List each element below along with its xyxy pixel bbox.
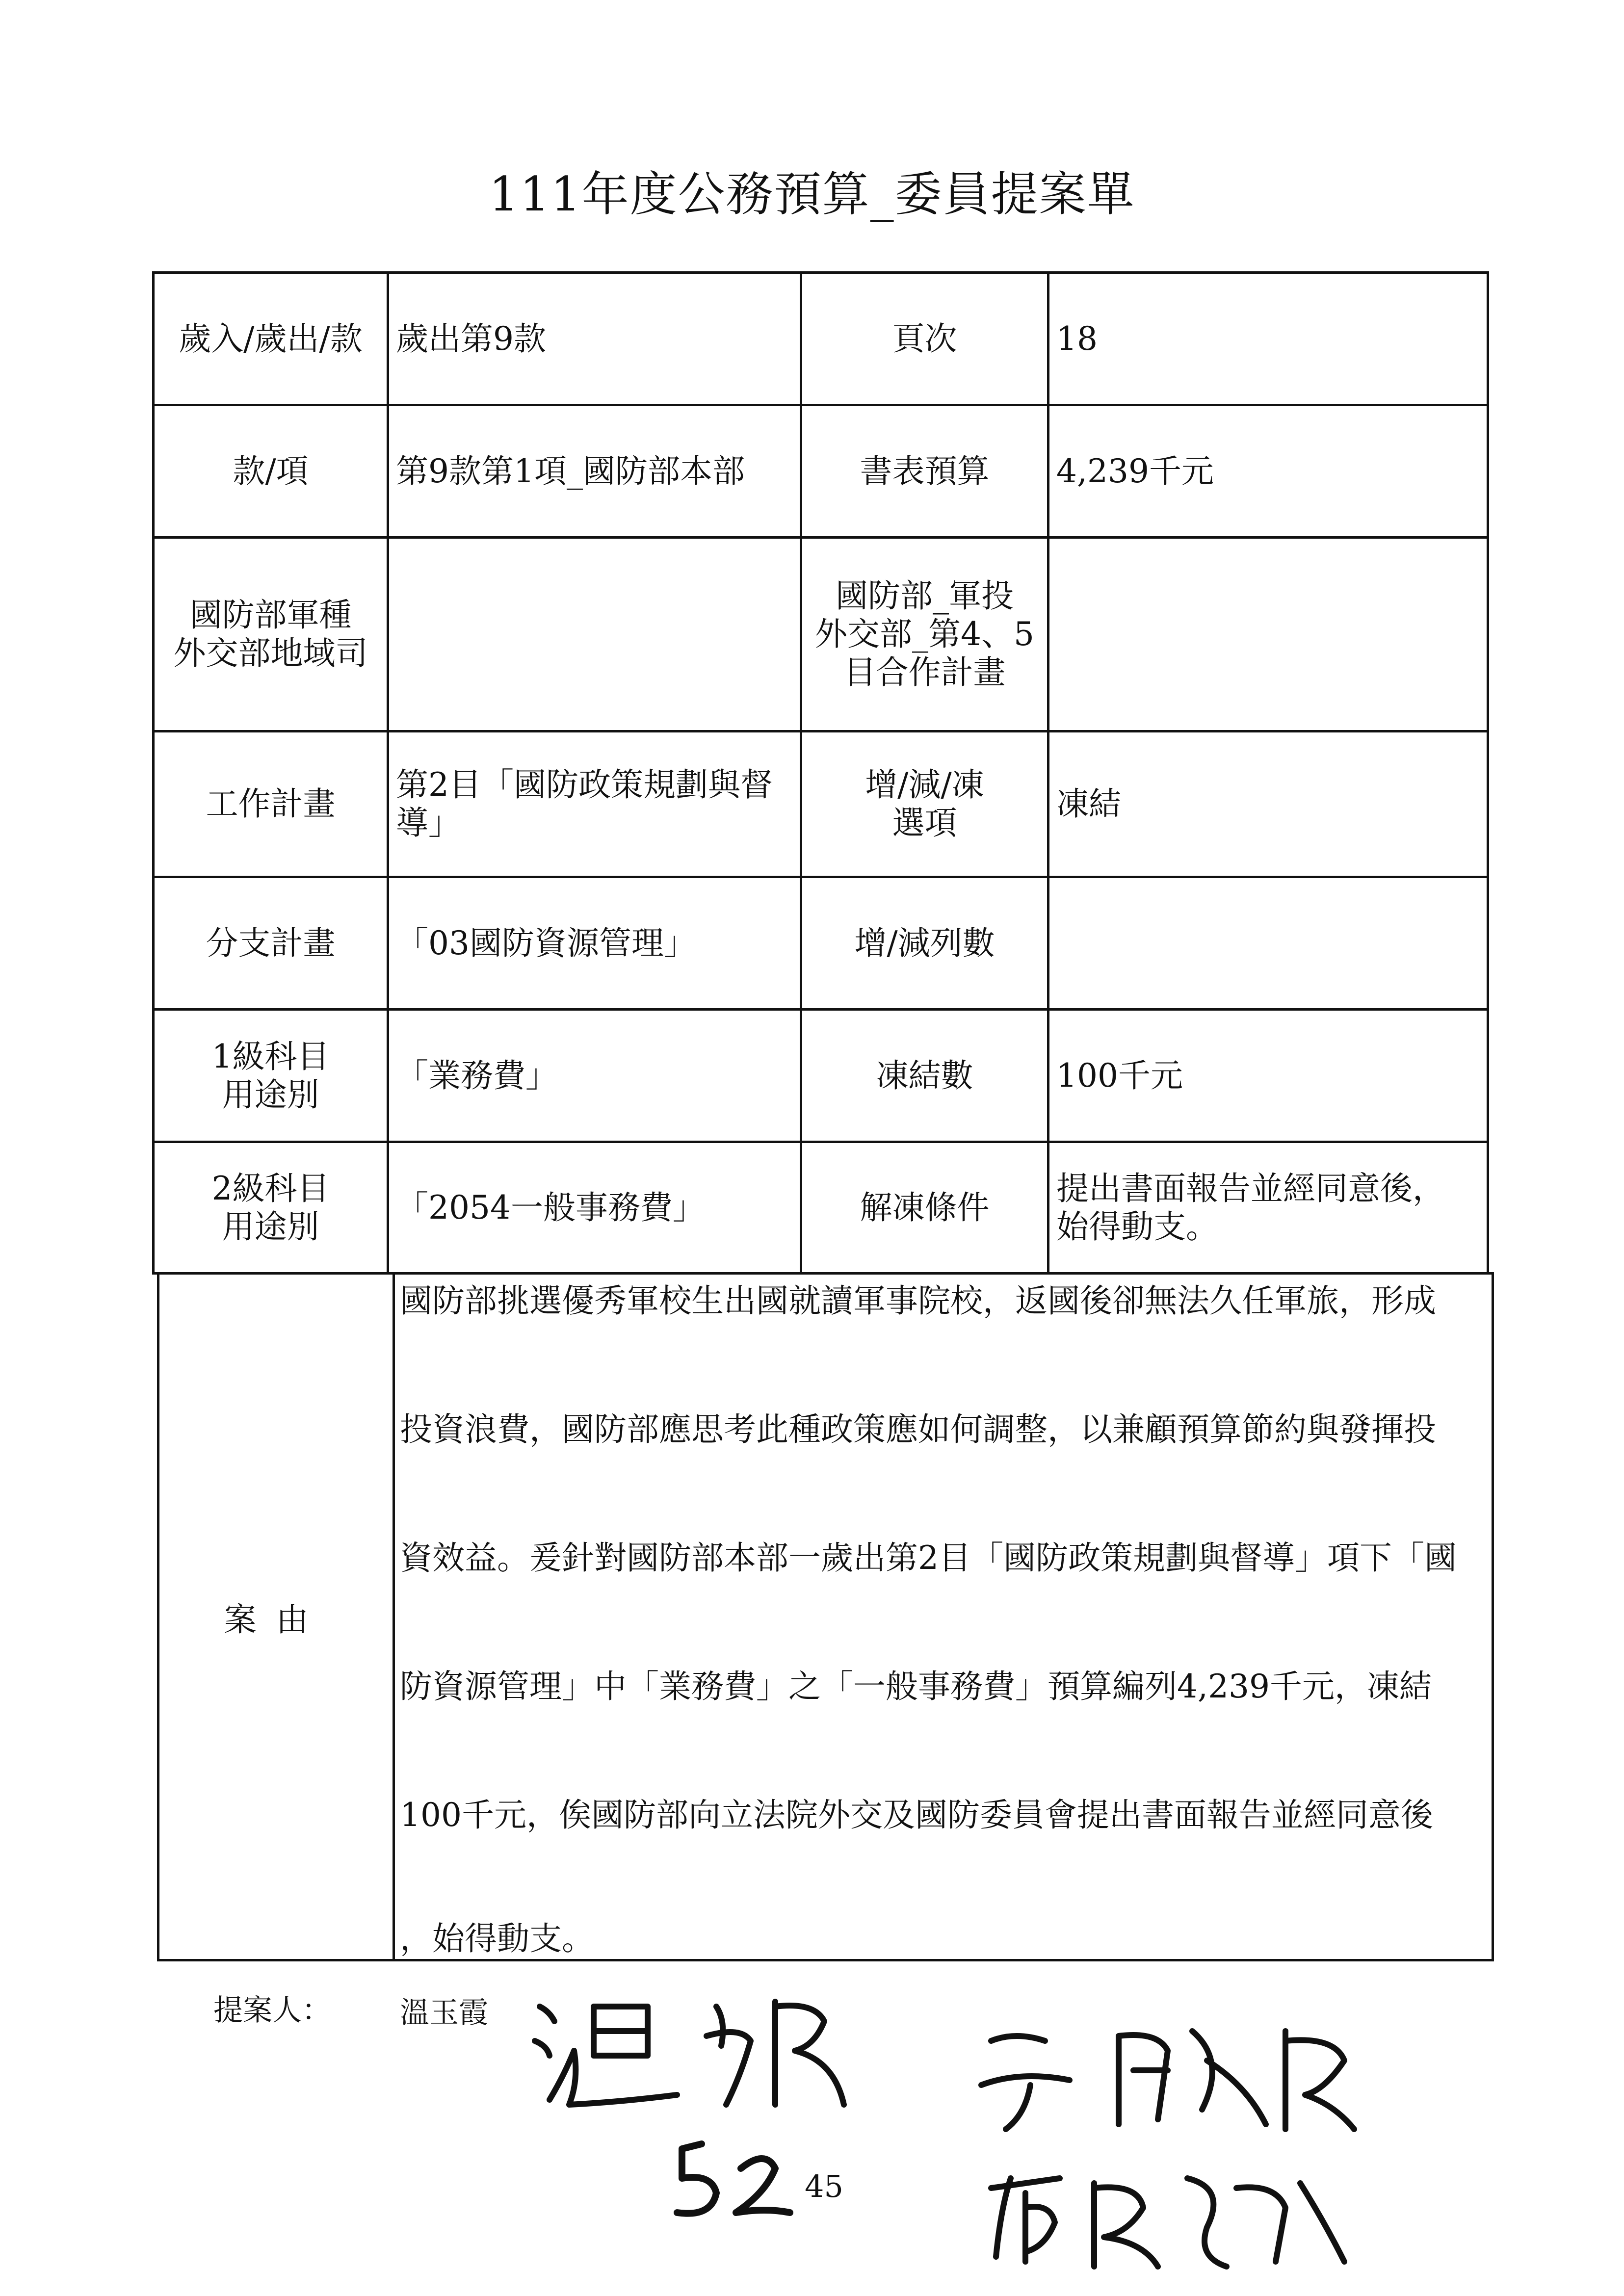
label-level1-subject [154, 1010, 388, 1142]
label-level2-subject [154, 1142, 388, 1274]
value-book-budget: 4,239千元 [1048, 405, 1488, 538]
label-level1-line-1: 1級科目 [211, 1037, 330, 1075]
label-revenue-expense: 歲入/歲出/款 [154, 273, 388, 405]
label-program-line-2: 外交部_第4、5 [815, 615, 1034, 653]
table-row [154, 1142, 1488, 1274]
proposal-info-table [152, 271, 1487, 1275]
table-row [154, 731, 1488, 877]
value-frozen-amount: 100千元 [1048, 1010, 1488, 1142]
reason-line: 國防部挑選優秀軍校生出國就讀軍事院校，返國後卻無法久任軍旅，形成 [400, 1282, 1436, 1320]
value-option: 凍結 [1048, 731, 1488, 877]
reason-line: 資效益。爰針對國防部本部一歲出第2目「國防政策規劃與督導」項下「國 [400, 1539, 1457, 1577]
reason-box [157, 1272, 1494, 1961]
label-level1-line-2: 用途別 [222, 1075, 319, 1114]
label-program [801, 538, 1048, 731]
value-program [1048, 538, 1488, 731]
page-number: 45 [805, 2168, 843, 2204]
label-adjust-amount: 增/減列數 [801, 877, 1048, 1010]
table-row [154, 405, 1488, 538]
label-option-line-2: 選項 [892, 804, 957, 842]
handwritten-signature-1 [520, 1977, 873, 2134]
page-title: 111年度公務預算_委員提案單 [489, 167, 1135, 222]
table-row [154, 273, 1488, 405]
reason-label: 案由 [159, 1275, 395, 1959]
value-work-plan-line-2: 導」 [396, 804, 461, 842]
label-program-line-3: 目合作計畫 [843, 653, 1006, 691]
value-level1-subject: 「業務費」 [388, 1010, 801, 1142]
label-book-budget: 書表預算 [801, 405, 1048, 538]
value-work-plan [388, 731, 801, 877]
reason-text [400, 1275, 1489, 1959]
value-section-item: 第9款第1項_國防部本部 [388, 405, 801, 538]
reason-line: 投資浪費，國防部應思考此種政策應如何調整，以兼顧預算節約與發揮投 [400, 1410, 1436, 1448]
label-option-line-1: 增/減/凍 [865, 766, 984, 804]
value-unfreeze-line-2: 始得動支。 [1056, 1207, 1218, 1246]
value-level2-subject: 「2054一般事務費」 [388, 1142, 801, 1274]
proposer-label: 提案人： [213, 1993, 331, 2028]
value-adjust-amount [1048, 877, 1488, 1010]
value-page: 18 [1048, 273, 1488, 405]
handwritten-number-signature [667, 2129, 795, 2227]
label-agency-line-1: 國防部軍種 [189, 596, 352, 634]
label-page: 頁次 [801, 273, 1048, 405]
handwritten-signature-2 [971, 2011, 1364, 2139]
handwritten-signature-3 [981, 2149, 1354, 2281]
value-unfreeze-line-1: 提出書面報告並經同意後， [1056, 1169, 1445, 1207]
label-section-item: 款/項 [154, 405, 388, 538]
label-branch-plan: 分支計畫 [154, 877, 388, 1010]
proposer-name: 溫玉霞 [400, 1996, 488, 2030]
label-unfreeze-condition: 解凍條件 [801, 1142, 1048, 1274]
label-work-plan: 工作計畫 [154, 731, 388, 877]
label-program-line-1: 國防部_軍投 [836, 577, 1014, 615]
label-agency [154, 538, 388, 731]
value-agency [388, 538, 801, 731]
label-level2-line-1: 2級科目 [211, 1169, 330, 1207]
label-frozen-amount: 凍結數 [801, 1010, 1048, 1142]
table-row [154, 1010, 1488, 1142]
label-agency-line-2: 外交部地域司 [173, 634, 368, 672]
table-row [154, 538, 1488, 731]
reason-line: 防資源管理」中「業務費」之「一般事務費」預算編列4,239千元，凍結 [400, 1668, 1432, 1705]
label-level2-line-2: 用途別 [222, 1207, 319, 1246]
value-work-plan-line-1: 第2目「國防政策規劃與督 [396, 766, 773, 804]
label-option [801, 731, 1048, 877]
value-unfreeze-condition [1048, 1142, 1488, 1274]
table-row [154, 877, 1488, 1010]
reason-line: ，始得動支。 [400, 1920, 594, 1957]
value-revenue-expense: 歲出第9款 [388, 273, 801, 405]
reason-line: 100千元，俟國防部向立法院外交及國防委員會提出書面報告並經同意後 [400, 1796, 1433, 1834]
value-branch-plan: 「03國防資源管理」 [388, 877, 801, 1010]
